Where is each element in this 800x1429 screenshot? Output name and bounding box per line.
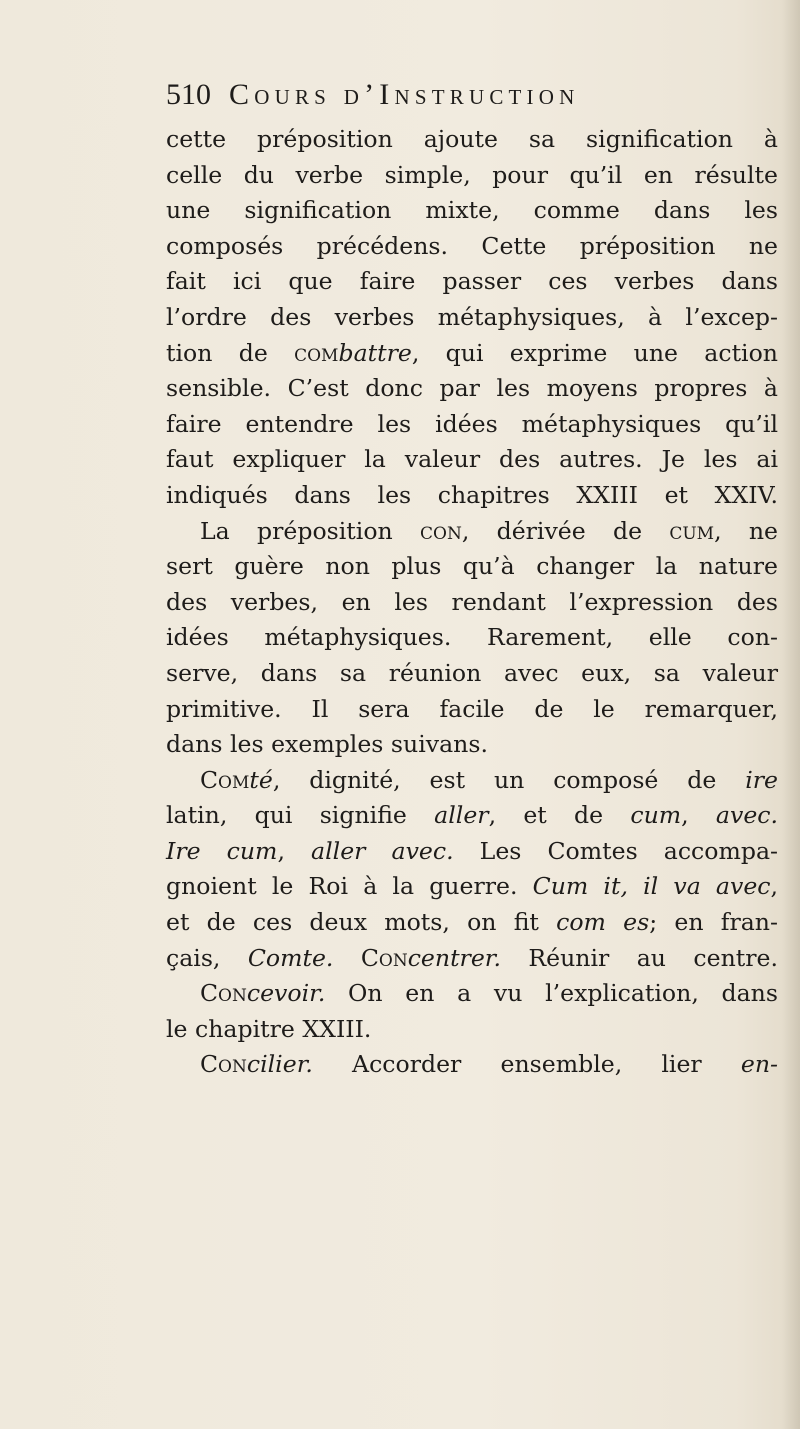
text-run: On en a vu l’explication, dans	[325, 979, 778, 1008]
text-run: l’ordre des verbes métaphysiques, à l’excep-	[166, 302, 778, 331]
text-run: , qui exprime une action	[411, 338, 778, 367]
text-run: La préposition	[200, 516, 420, 545]
italic-text: en-	[740, 1050, 778, 1079]
text-run: indiqués dans les chapitres XXIII et XXIV.	[166, 480, 778, 509]
small-caps-text: Con	[200, 1050, 247, 1079]
text-run: latin, qui signifie	[166, 801, 435, 830]
text-run: primitive. Il sera facile de le remarquer,	[166, 694, 778, 723]
text-line	[166, 478, 778, 514]
text-run: ; en fran-	[649, 908, 778, 937]
small-caps-text: cum	[669, 516, 715, 545]
small-caps-text: Com	[200, 765, 250, 794]
text-run: Les Comtes accompa-	[453, 836, 778, 865]
text-line	[166, 549, 778, 585]
text-line	[166, 976, 778, 1012]
text-line	[166, 407, 778, 443]
italic-text: Ire cum	[166, 836, 278, 865]
text-line	[166, 941, 778, 977]
text-line	[166, 264, 778, 300]
running-header	[166, 78, 778, 118]
italic-text: battre	[338, 338, 412, 367]
text-line	[166, 371, 778, 407]
small-caps-text: Con	[360, 943, 408, 972]
text-run: faire entendre les idées métaphysiques qu’il	[166, 409, 778, 438]
text-line	[166, 620, 778, 656]
text-run: , dignité, est un composé de	[272, 765, 746, 794]
italic-text: ire	[745, 765, 778, 794]
text-run: des verbes, en les rendant l’expression des	[166, 587, 778, 616]
text-line	[166, 158, 778, 194]
italic-text: Comte.	[247, 943, 334, 972]
text-line	[166, 336, 778, 372]
running-title: Cours d’Instruction	[229, 78, 580, 111]
text-line	[166, 442, 778, 478]
text-line	[166, 193, 778, 229]
text-line	[166, 692, 778, 728]
text-run: ,	[770, 872, 778, 901]
text-run: , dérivée de	[461, 516, 670, 545]
page-number: 510	[166, 78, 211, 111]
text-run	[333, 944, 360, 972]
text-run: tion de	[166, 338, 295, 367]
text-line	[166, 763, 778, 799]
italic-text: cum	[630, 801, 682, 830]
text-line	[166, 300, 778, 336]
text-run: Réunir au centre.	[500, 943, 778, 972]
italic-text: aller	[434, 801, 489, 830]
italic-text: aller avec.	[311, 836, 454, 865]
text-run: , ne	[714, 516, 778, 545]
text-run: dans les exemples suivans.	[166, 730, 488, 759]
text-run: et de ces deux mots, on fit	[166, 908, 557, 937]
text-line	[166, 229, 778, 265]
text-run: Accorder ensemble, lier	[312, 1050, 741, 1079]
body-text	[166, 122, 778, 1083]
text-run: cette préposition ajoute sa signification à	[166, 125, 778, 153]
text-run: sert guère non plus qu’à changer la nature	[166, 552, 778, 581]
text-run: une signification mixte, comme dans les	[166, 196, 778, 225]
italic-text: avec.	[715, 801, 778, 830]
italic-text: cevoir.	[246, 979, 326, 1008]
text-run: fait ici que faire passer ces verbes dans	[166, 267, 778, 296]
text-line	[166, 1012, 778, 1048]
text-line	[166, 656, 778, 692]
small-caps-text: con	[420, 516, 462, 545]
italic-text: té	[249, 765, 273, 794]
text-run: celle du verbe simple, pour qu’il en résulte	[166, 160, 778, 189]
text-run: composés précédens. Cette préposition ne	[166, 231, 778, 260]
text-line	[166, 798, 778, 834]
text-run: gnoient le Roi à la guerre.	[166, 872, 533, 901]
small-caps-text: com	[294, 338, 339, 367]
small-caps-text: Con	[200, 979, 247, 1008]
italic-text: Cum it, il va avec	[532, 872, 771, 901]
text-line	[166, 122, 778, 158]
text-run: çais,	[166, 943, 248, 972]
text-run: ,	[681, 801, 716, 830]
italic-text: centrer.	[407, 943, 501, 972]
text-line	[166, 869, 778, 905]
text-line	[166, 585, 778, 621]
text-run: idées métaphysiques. Rarement, elle con-	[166, 623, 778, 652]
text-line	[166, 727, 778, 763]
text-run: ,	[277, 836, 312, 865]
text-run: le chapitre XXIII.	[166, 1014, 372, 1043]
text-run: serve, dans sa réunion avec eux, sa valeur	[166, 658, 778, 687]
text-run: sensible. C’est donc par les moyens propres à	[166, 374, 778, 403]
text-line	[166, 905, 778, 941]
italic-text: cilier.	[246, 1050, 313, 1079]
page-edge-shadow	[782, 0, 800, 1429]
text-run: faut expliquer la valeur des autres. Je les ai	[166, 445, 778, 474]
text-line	[166, 514, 778, 550]
italic-text: com es	[556, 908, 650, 937]
text-block	[166, 78, 778, 1083]
text-run: , et de	[488, 801, 631, 830]
text-line	[166, 834, 778, 870]
text-line	[166, 1047, 778, 1083]
